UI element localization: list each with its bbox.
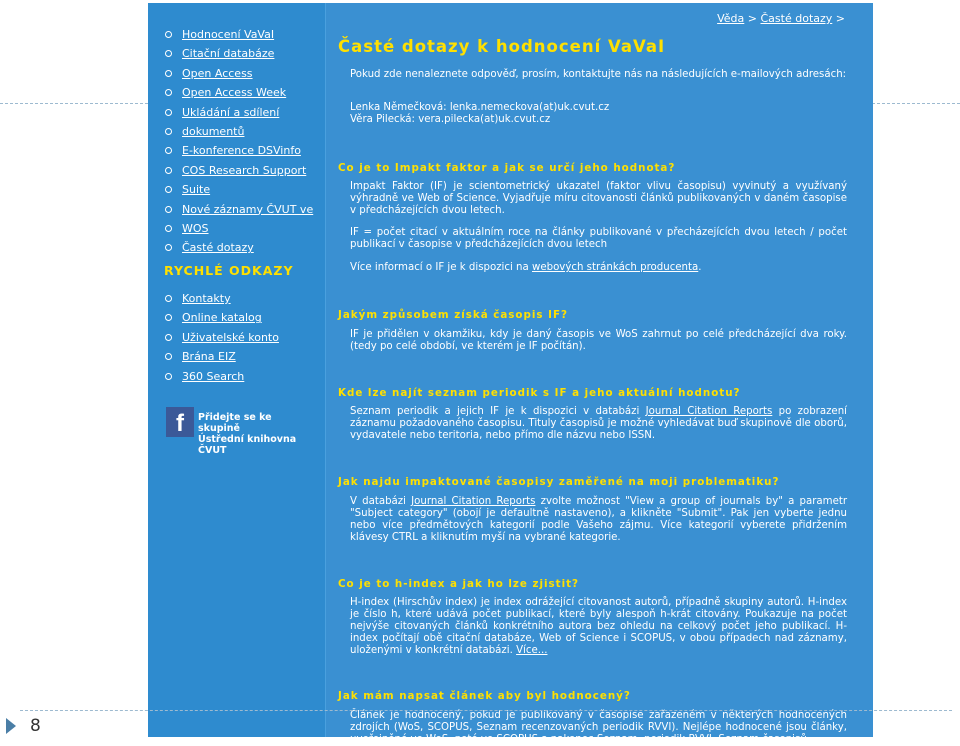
nav-link[interactable]: Nové záznamy ČVUT ve bbox=[182, 202, 314, 216]
facebook-icon: f bbox=[166, 407, 194, 437]
quick-link[interactable]: Kontakty bbox=[182, 292, 231, 305]
answer-text: IF = počet citací v aktuálním roce na články publikované v přecházejících dvou letech / počet publikací v časopise v předcházejících dvou letech bbox=[350, 227, 847, 250]
sidebar-nav bbox=[162, 25, 322, 258]
nav-link[interactable]: WOS bbox=[182, 222, 209, 236]
answer-text bbox=[350, 262, 847, 274]
breadcrumb-separator: > bbox=[832, 12, 845, 25]
quick-link-item[interactable] bbox=[162, 367, 322, 386]
answer-text-part: . bbox=[698, 262, 702, 273]
answer-text bbox=[350, 406, 847, 442]
answer-text-part: V databázi bbox=[350, 496, 412, 507]
answer-text-part: zvolte možnost "View a group of journals by" a parametr "Subject category" (obojí je defaultně nastaveno), a klikněte "Submit". Pak jen vyberte jednu nebo více předmětových kategorií podle Vašeho zájmu. Více kategorií vyberete přidržením klávesy CTRL a kliknutím myší na vybrané kategorie. bbox=[350, 496, 848, 543]
quick-link[interactable]: 360 Search bbox=[182, 369, 245, 383]
quick-link-item[interactable] bbox=[162, 289, 322, 308]
nav-item[interactable] bbox=[162, 103, 322, 122]
answer-text: Impakt Faktor (IF) je scientometrický ukazatel (faktor vlivu časopisu) vyvinutý a využívaný výhradně ve Web of Science. Vyjadřuje míru citovanosti článků publikovaných v daném časopise v předcházejících dvou letech. bbox=[350, 181, 847, 216]
question-heading: Co je to Impakt faktor a jak se určí jeho hodnota? bbox=[338, 162, 676, 174]
nav-item-cont[interactable] bbox=[162, 219, 322, 238]
breadcrumb-separator: > bbox=[744, 12, 761, 25]
breadcrumb-link-faq[interactable]: Časté dotazy bbox=[760, 12, 833, 25]
question-heading: Jak mám napsat článek aby byl hodnocený? bbox=[338, 690, 631, 702]
more-link[interactable]: Více... bbox=[516, 644, 548, 656]
question-heading: Jak najdu impaktované časopisy zaměřené na moji problematiku? bbox=[338, 476, 780, 488]
contact-2: Věra Pilecká: vera.pilecka(at)uk.cvut.cz bbox=[350, 114, 551, 125]
quick-link[interactable]: Brána EIZ bbox=[182, 350, 236, 364]
answer-text: IF je přidělen v okamžiku, kdy je daný časopis ve WoS zahrnut po celé předcházející dva roky. (tedy po celé období, ve kterém je IF počítán). bbox=[350, 329, 847, 352]
quick-link-item[interactable] bbox=[162, 308, 322, 327]
nav-link[interactable]: Citační databáze bbox=[182, 47, 275, 61]
slide-decor-line-right bbox=[872, 103, 960, 104]
jcr-link[interactable]: Journal Citation Reports bbox=[645, 406, 773, 417]
nav-item[interactable] bbox=[162, 141, 322, 160]
nav-item-cont[interactable] bbox=[162, 180, 322, 199]
nav-link[interactable]: Hodnocení VaVaI bbox=[182, 28, 275, 41]
nav-item[interactable] bbox=[162, 238, 322, 257]
jcr-link[interactable]: Journal Citation Reports bbox=[411, 496, 536, 507]
facebook-line-2: Ústřední knihovna ČVUT bbox=[198, 434, 297, 456]
answer-text: Článek je hodnocený, pokud je publikovaný v časopise zařazeném v některých hodnocených zdrojích (WoS, SCOPUS, Seznam recenzovaných periodik RVVI). Nejlépe hodnocené jsou články, uveřejněné ve WoS, poté ve SCOPUS a nakonec Seznam. periodik RVVI. Seznam časopisů bbox=[350, 710, 847, 745]
nav-item[interactable] bbox=[162, 44, 322, 63]
breadcrumb bbox=[717, 12, 845, 25]
nav-link[interactable]: E-konference DSVinfo bbox=[182, 144, 301, 158]
answer-text-part: Více informací o IF je k dispozici na bbox=[350, 262, 532, 273]
quick-links-heading: RYCHLÉ ODKAZY bbox=[164, 263, 294, 278]
answer-text bbox=[350, 496, 847, 544]
page-title: Časté dotazy k hodnocení VaVaI bbox=[338, 37, 666, 56]
intro-text: Pokud zde nenaleznete odpověď, prosím, kontaktujte nás na následujících e-mailových adresách: bbox=[350, 69, 847, 80]
nav-link[interactable]: dokumentů bbox=[182, 125, 245, 139]
quick-link-item[interactable] bbox=[162, 347, 322, 366]
answer-text bbox=[350, 597, 847, 657]
question-heading: Co je to h-index a jak ho lze zjistit? bbox=[338, 578, 579, 590]
nav-link[interactable]: Open Access bbox=[182, 66, 253, 80]
contact-1: Lenka Němečková: lenka.nemeckova(at)uk.cvut.cz bbox=[350, 102, 610, 113]
sidebar bbox=[148, 3, 325, 737]
nav-item-cont[interactable] bbox=[162, 122, 322, 141]
webpage-screenshot bbox=[148, 3, 872, 745]
nav-link[interactable]: Časté dotazy bbox=[182, 241, 254, 255]
quick-link[interactable]: Online katalog bbox=[182, 311, 262, 325]
facebook-line-1: Přidejte se ke skupině bbox=[198, 412, 272, 434]
producer-website-link[interactable]: webových stránkách producenta bbox=[532, 262, 699, 273]
question-heading: Kde lze najít seznam periodik s IF a jeho aktuální hodnotu? bbox=[338, 387, 741, 399]
slide-decor-line-left bbox=[0, 103, 148, 104]
nav-item[interactable] bbox=[162, 83, 322, 102]
nav-item[interactable] bbox=[162, 25, 322, 44]
answer-text-part: po zobrazení záznamu požadovaného časopisu. Tituly časopisů je možné vyhledávat buď skupinově dle oborů, vydavatele nebo teritoria, nebo přímo dle názvu nebo ISSN. bbox=[350, 406, 847, 441]
nav-link[interactable]: Open Access Week bbox=[182, 86, 287, 100]
slide-number: 8 bbox=[30, 716, 41, 736]
quick-link[interactable]: Uživatelské konto bbox=[182, 330, 279, 344]
nav-item[interactable] bbox=[162, 64, 322, 83]
slide-footer-line bbox=[20, 710, 952, 711]
facebook-banner-text bbox=[198, 412, 316, 456]
nav-item[interactable] bbox=[162, 161, 322, 180]
question-heading: Jakým způsobem získá časopis IF? bbox=[338, 309, 568, 321]
quick-links-nav bbox=[162, 289, 322, 386]
quick-link-item[interactable] bbox=[162, 328, 322, 347]
slide-bullet-icon bbox=[6, 718, 16, 734]
answer-text-part: H-index (Hirschův index) je index odrážející citovanost autorů, případně skupiny autorů. H-index je číslo h, které udává počet publikací, které byly alespoň h-krát citovány. Poukazuje na počet nejvýše citovaných článků konkrétního autora bez ohledu na celkový počet jeho publikací. H-index počítají obě citační databáze, Web of Science i SCOPUS, v obou případech nad záznamy, uloženými v konkrétní databázi. bbox=[350, 597, 847, 656]
breadcrumb-link-veda[interactable]: Věda bbox=[717, 12, 745, 25]
nav-link[interactable]: COS Research Support bbox=[182, 163, 307, 177]
main-content bbox=[325, 3, 873, 745]
nav-link[interactable]: Ukládání a sdílení bbox=[182, 105, 280, 119]
facebook-banner[interactable] bbox=[166, 407, 316, 456]
nav-link[interactable]: Suite bbox=[182, 183, 211, 197]
nav-item[interactable] bbox=[162, 200, 322, 219]
answer-text-part: Seznam periodik a jejich IF je k dispozici v databázi bbox=[350, 406, 646, 417]
